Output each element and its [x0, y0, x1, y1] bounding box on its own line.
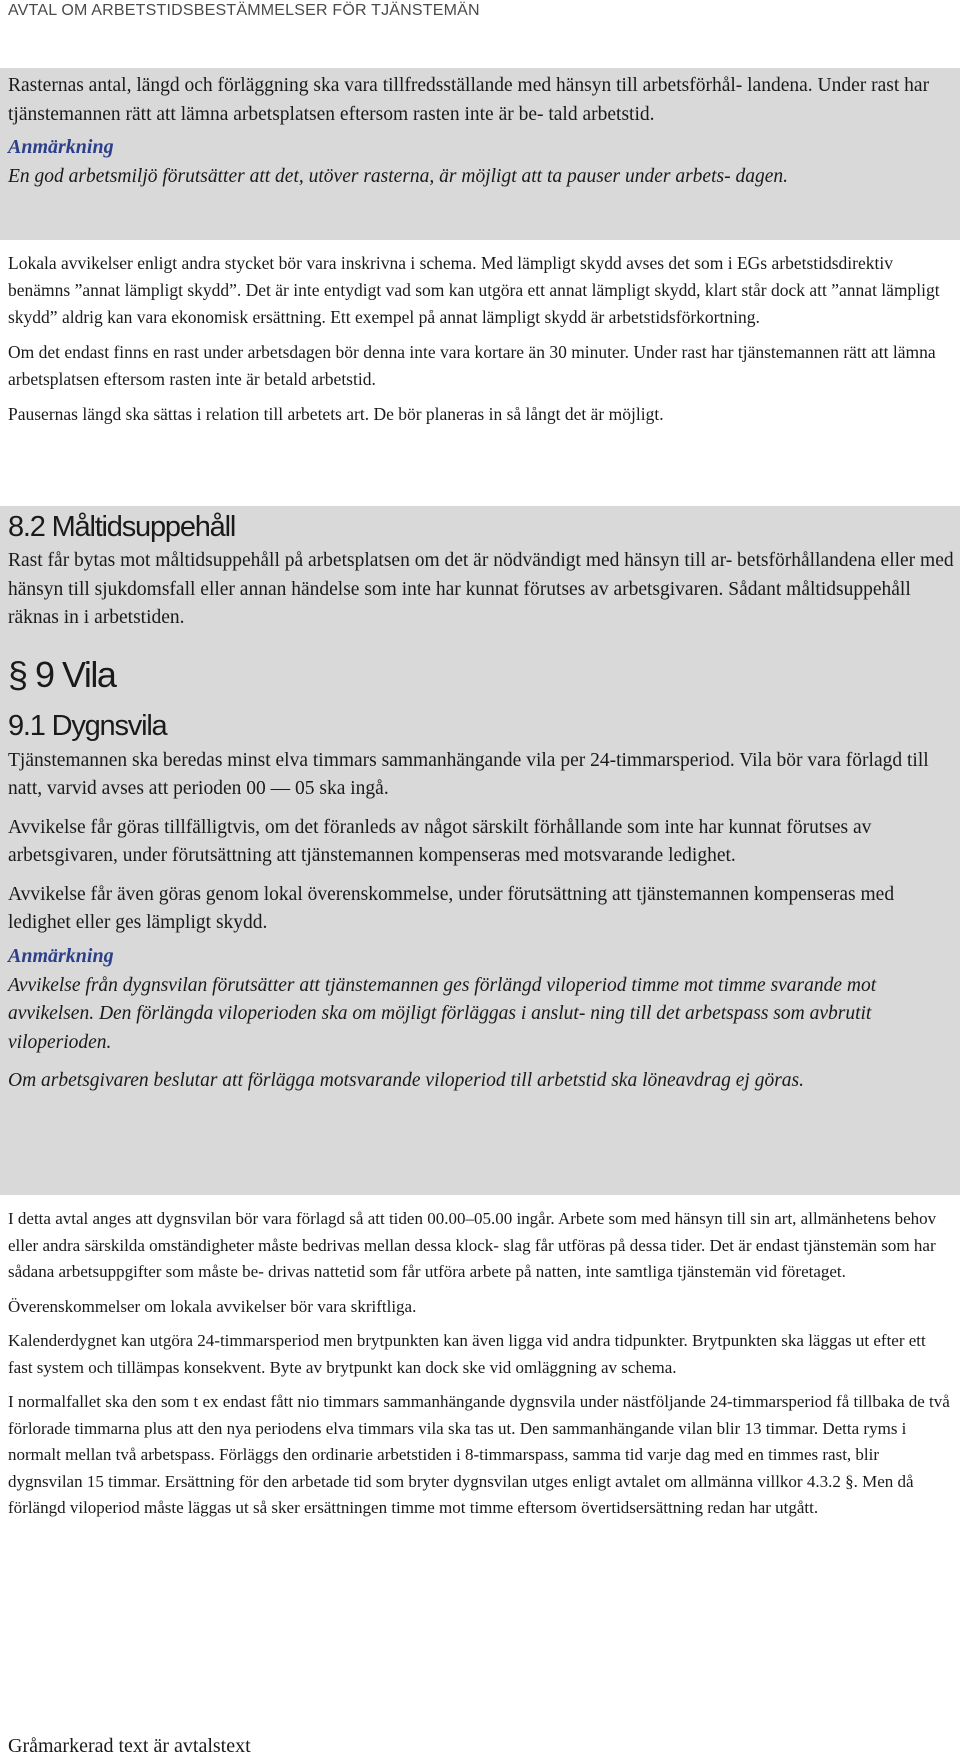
section-heading-9-1: 9.1 Dygnsvila	[8, 709, 167, 742]
note-text-salary-deduction: Om arbetsgivaren beslutar att förlägga motsvarande viloperiod till arbetstid ska löneavdrag ej göras.	[8, 1070, 805, 1091]
note-text: En god arbetsmiljö förutsätter att det, utöver rasterna, är möjligt att ta pauser under arbets- dagen.	[8, 166, 788, 187]
comment-paragraph-local-deviations: Lokala avvikelser enligt andra stycket bör vara inskrivna i schema. Med lämpligt skydd avses det som i EGs arbetstidsdirektiv benämns ”annat lämpligt skydd”. Det är inte entydigt vad som kan utgöra ett annat lämpligt skydd, klart står dock att ”annat lämpligt skydd” aldrig kan vara ekonomisk ersättning. Ett exempel på annat lämpligt skydd är arbetstidsförkortning.	[8, 253, 940, 327]
paragraph-daily-rest: Tjänstemannen ska beredas minst elva timmars sammanhängande vila per 24-timmarsperiod. Vila bör vara förlagd till natt, varvid avses att perioden 00 — 05 ska ingå.	[8, 749, 929, 799]
paragraph-temporary-deviation: Avvikelse får göras tillfälligtvis, om det föranleds av något särskilt förhållande som inte har kunnat förutses av arbetsgivaren, under förutsättning att tjänstemannen kompenseras med motsvarande ledighet.	[8, 816, 872, 866]
running-header: AVTAL OM ARBETSTIDSBESTÄMMELSER FÖR TJÄNSTEMÄN	[8, 2, 480, 19]
comment-paragraph-pauses: Pausernas längd ska sättas i relation till arbetets art. De bör planeras in så långt det är möjligt.	[8, 404, 664, 424]
note-text-extended-rest: Avvikelse från dygnsvilan förutsätter att tjänstemannen ges förlängd viloperiod timme mot timme svarande mot avvikelsen. Den förlängda viloperioden ska om möjligt förläggas i anslut- ning till det arbetspass som avbrutit viloperioden.	[8, 974, 877, 1053]
comment-paragraph-compensation-example: I normalfallet ska den som t ex endast fått nio timmars sammanhängande dygnsvila under nästföljande 24-timmarsperiod få tillbaka de två förlorade timmarna plus att den nya periodens elva timmars vila ska tas ut. Den sammanhängande vilan blir 13 timmar. Detta ryms i normalt mellan två arbetspass. Förläggs den ordinarie arbetstiden i 8-timmarspass, samma tid varje dag med en timmes rast, blir dygnsvilan 15 timmar. Ersättning för den arbetade tid som bryter dygnsvilan utges enligt avtalet om allmänna villkor 4.3.2 §. Men då förlängd viloperiod måste läggas ut så sker ersättningen timme mot timme eftersom övertidsersättning redan har utgått.	[8, 1392, 950, 1517]
note-heading: Anmärkning	[8, 136, 114, 158]
comment-block	[8, 1206, 954, 1522]
comment-paragraph-night-work: I detta avtal anges att dygnsvilan bör vara förlagd så att tiden 00.00–05.00 ingår. Arbete som med hänsyn till sin art, allmänhetens behov eller andra särskilda omständigheter måste bedrivas mellan dessa klock- slag får utföras på dessa tider. Det är endast tjänstemän som har sådana arbetsuppgifter som måste be- drivas nattetid som får utföra arbete på natten, inte samtliga tjänstemän vid företaget.	[8, 1209, 937, 1281]
comment-paragraph-breakpoint: Kalenderdygnet kan utgöra 24-timmarsperiod men brytpunkten kan även ligga vid andra tidpunkter. Brytpunkten ska läggas ut efter ett fast system och tillämpas konsekvent. Byte av brytpunkt kan dock ske vid omläggning av schema.	[8, 1331, 926, 1377]
note-heading: Anmärkning	[8, 944, 114, 967]
paragraph-meal-break: Rast får bytas mot måltidsuppehåll på arbetsplatsen om det är nödvändigt med hänsyn till ar- betsförhållandena eller med hänsyn till sjukdomsfall eller annan händelse som inte har kunnat förutses av arbetsgivaren. Sådant måltidsuppehåll räknas in i arbetstiden.	[8, 550, 954, 628]
section-heading-9: § 9 Vila	[8, 653, 116, 695]
agreement-text-block	[0, 506, 960, 1195]
comment-block	[8, 250, 954, 428]
paragraph-local-agreement-deviation: Avvikelse får även göras genom lokal överenskommelse, under förutsättning att tjänstemannen kompenseras med ledighet eller ges lämpligt skydd.	[8, 883, 895, 933]
comment-paragraph-written-agreements: Överenskommelser om lokala avvikelser bör vara skriftliga.	[8, 1296, 417, 1316]
footer-legend: Gråmarkerad text är avtalstext	[8, 1735, 251, 1757]
paragraph-rest-breaks: Rasternas antal, längd och förläggning ska vara tillfredsställande med hänsyn till arbetsförhål- landena. Under rast har tjänstemannen rätt att lämna arbetsplatsen eftersom rasten inte är be- tald arbetstid.	[8, 75, 930, 125]
comment-paragraph-single-break: Om det endast finns en rast under arbetsdagen bör denna inte vara kortare än 30 minuter. Under rast har tjänstemannen rätt att lämna arbetsplatsen eftersom rasten inte är betald arbetstid.	[8, 342, 936, 389]
agreement-text-block	[0, 68, 960, 240]
section-heading-8-2: 8.2 Måltidsuppehåll	[8, 511, 236, 543]
